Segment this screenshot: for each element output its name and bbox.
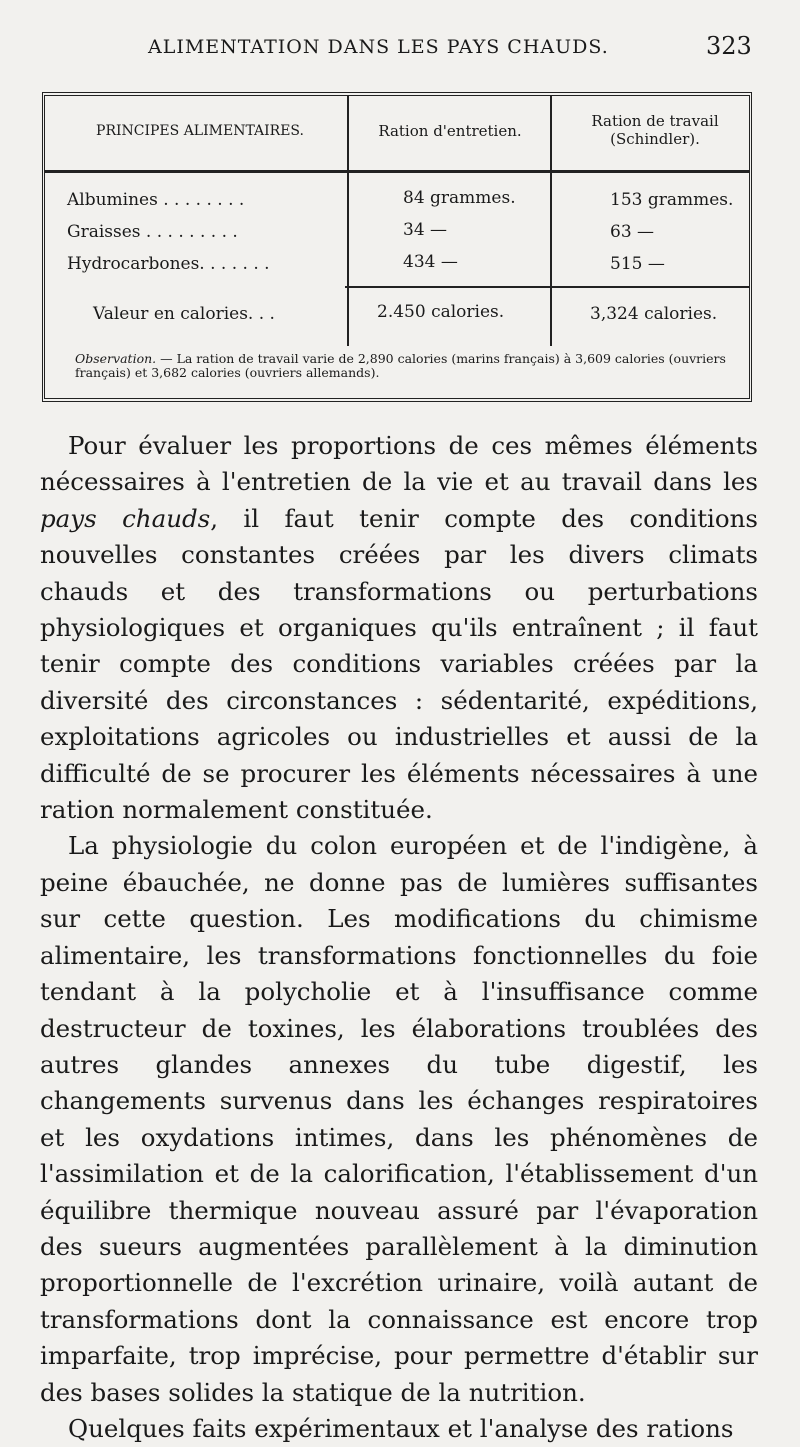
table-row-total xyxy=(45,298,749,332)
row-travail: 153 grammes. xyxy=(610,190,734,210)
row-entretien: 84 grammes. xyxy=(403,188,516,208)
table-header xyxy=(45,96,749,173)
observation-label: Observation. xyxy=(75,351,157,366)
page-number: 323 xyxy=(706,32,752,60)
paragraph-3: Quelques faits expérimentaux et l'analyse des rations xyxy=(68,1413,734,1443)
paragraph-2: La physiologie du colon européen et de l'indigène, à peine ébauchée, ne donne pas de lumières suffisantes sur cette question. Les modifications du chimisme alimentaire, les transformations fonctionnelles du foie tendant à la polycholie et à l'insuffisance comme destructeur de toxines, les élaborations troublées des autres glandes annexes du tube digestif, les changements survenus dans les échanges respiratoires et les oxydations intimes, dans les phénomènes de l'assimilation et de la calorification, l'établissement d'un équilibre thermique nouveau assuré par l'évaporation des sueurs augmentées parallèlement à la diminution proportionnelle de l'excrétion urinaire, voilà autant de transformations dont la connaissance est encore trop imparfaite, trop imprécise, pour permettre d'établir sur des bases solides la statique de la nutrition. xyxy=(40,831,758,1407)
running-title: ALIMENTATION DANS LES PAYS CHAUDS. xyxy=(148,36,609,58)
row-travail: 63 — xyxy=(610,222,655,242)
paragraph-1-part-a: Pour évaluer les proportions de ces mêmes éléments nécessaires à l'entretien de la vie et au travail dans les xyxy=(40,431,758,497)
row-travail: 515 — xyxy=(610,254,665,274)
page-header xyxy=(0,30,800,70)
row-travail: 3,324 calories. xyxy=(590,304,718,324)
body-text xyxy=(40,428,758,1447)
paragraph-1 xyxy=(40,428,758,828)
table-observation xyxy=(75,352,735,380)
row-label: Albumines . . . . . . . . xyxy=(67,190,245,210)
paragraph-1-part-b: , il faut tenir compte des conditions nouvelles constantes créées par les divers climats chauds et des transformations ou perturbations physiologiques et organiques qu'ils entraînent ; il faut tenir compte des conditions variables créées par la diversité des circonstances : sédentarité, expéditions, exploitations agricoles ou industrielles et aussi de la difficulté de se procurer les éléments nécessaires à une ration normalement constituée. xyxy=(40,503,758,825)
sum-rule xyxy=(345,286,750,288)
row-label: Hydrocarbones. . . . . . . xyxy=(67,254,270,274)
row-label: Graisses . . . . . . . . . xyxy=(67,222,238,242)
row-entretien: 34 — xyxy=(403,220,448,240)
col-header-principes: PRINCIPES ALIMENTAIRES. xyxy=(96,123,304,139)
observation-text: — La ration de travail varie de 2,890 calories (marins français) à 3,609 calories (ouvriers français) et 3,682 calories (ouvriers allemands). xyxy=(75,351,726,380)
row-label: Valeur en calories. . . xyxy=(93,304,275,324)
nutrition-table xyxy=(42,92,752,402)
col-header-travail: Ration de travail (Schindler). xyxy=(591,112,719,148)
table-row xyxy=(45,184,749,218)
table-row xyxy=(45,248,749,282)
row-entretien: 434 — xyxy=(403,252,458,272)
col-header-entretien: Ration d'entretien. xyxy=(378,122,522,140)
row-entretien: 2.450 calories. xyxy=(377,302,505,322)
table-row xyxy=(45,216,749,250)
paragraph-1-emphasis: pays chauds xyxy=(40,503,211,533)
